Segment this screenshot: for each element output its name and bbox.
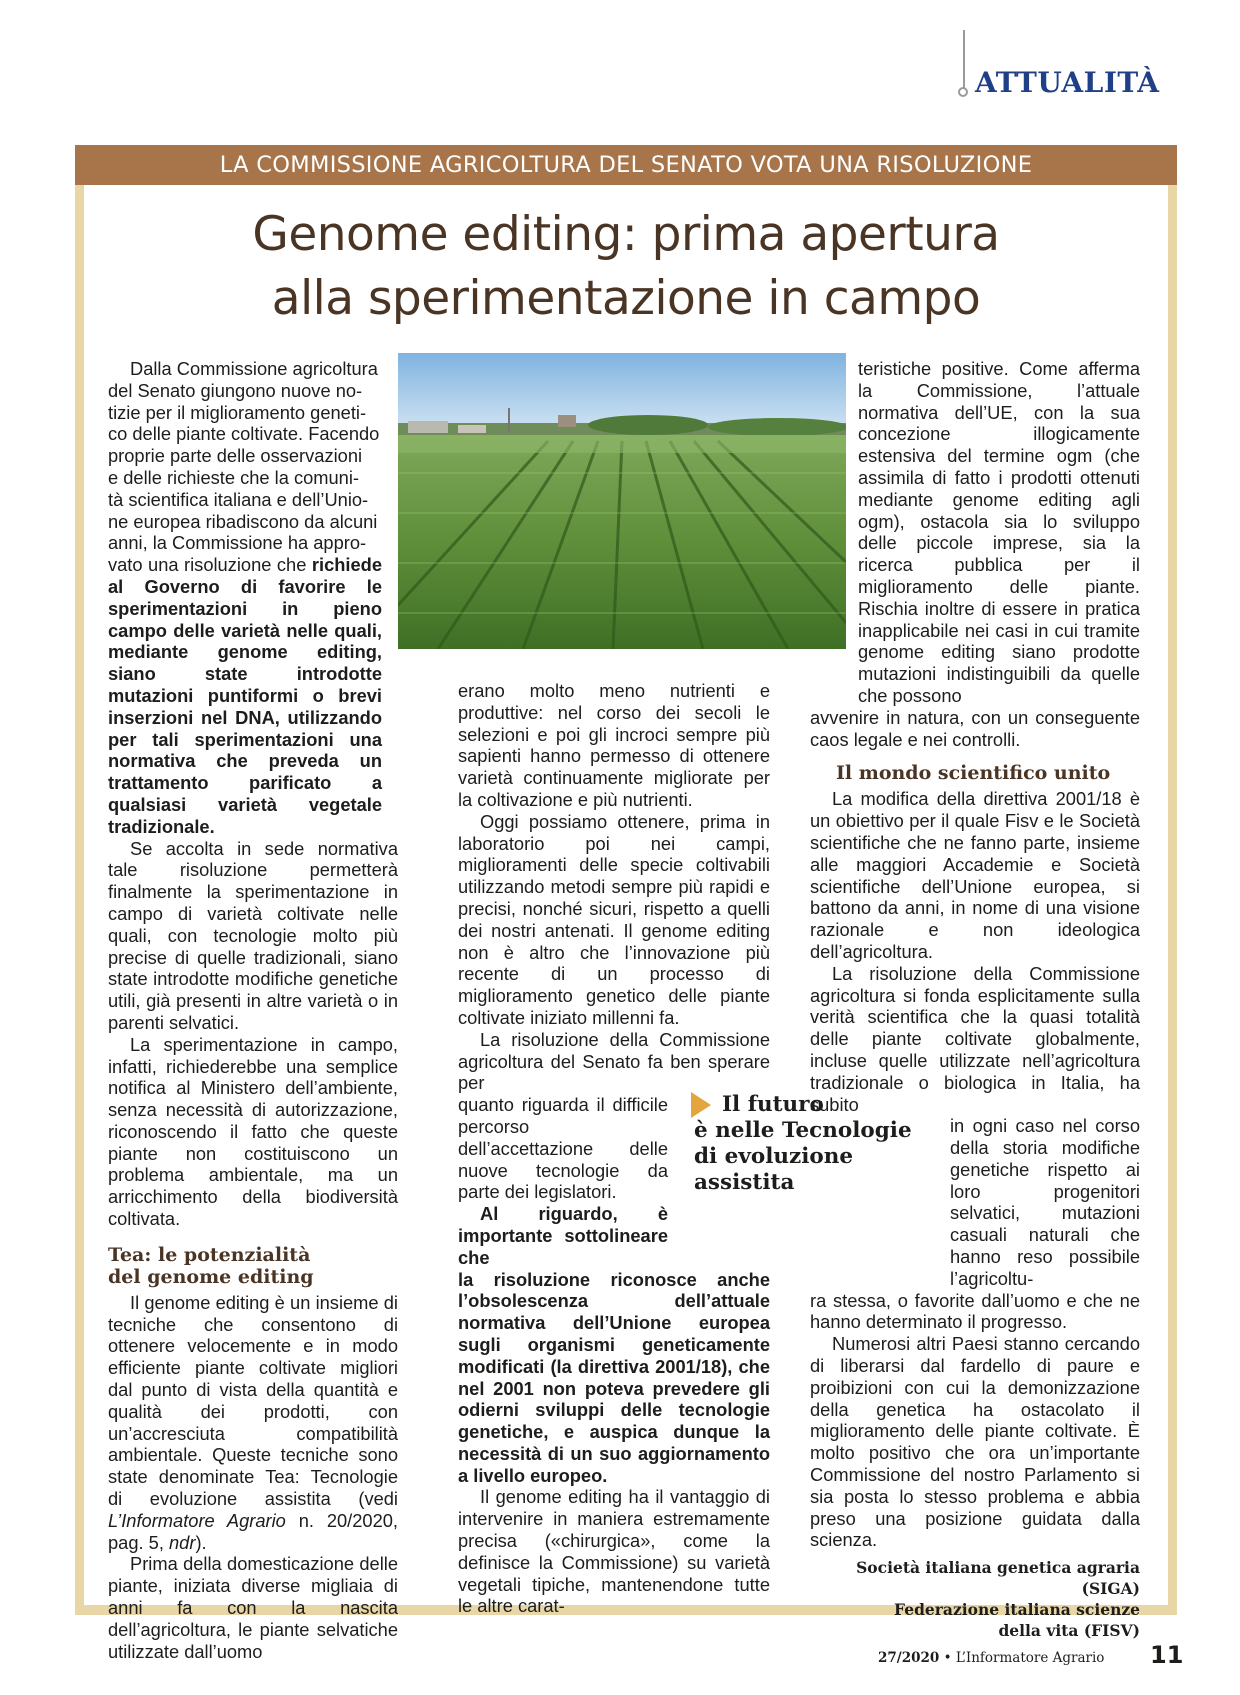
col3-paragraph-4: Numerosi altri Paesi stanno cercando di liberarsi dal fardello di paure e proibizioni con cui la demonizzazione della genetica ha ostacolato il miglioramento delle piante coltivate. È molto positivo che ora un’importante Commissione del nostro Parlamento si sia posta lo stesso problema e abbia preso una posizione guidata dalla scienza. bbox=[810, 1333, 1140, 1551]
col1-line: Dalla Commissione agricoltura bbox=[130, 358, 378, 379]
subheading-mondo: Il mondo scientifico unito bbox=[836, 762, 1111, 785]
column-3 bbox=[810, 358, 1140, 1641]
col1-line: proprie parte delle osservazioni bbox=[108, 445, 363, 467]
pull-quote-line: di evoluzione bbox=[694, 1144, 854, 1169]
col3-paragraph-1: teristiche positive. Come afferma la Commissione, l’attuale normativa dell’UE, con la sua concezione illogicamente estensiva del termine ogm (che assimila di fatto i prodotti ottenuti mediante genome editing agli ogm), ostacola sia lo sviluppo delle piccole imprese, sia la ricerca pubblica per il miglioramento delle piante. Rischia inoltre di essere in pratica inapplicabile nei casi in cui tramite genome editing siano prodotte mutazioni indistinguibili da quelle che possono bbox=[858, 358, 1140, 706]
col1-line: anni, la Commissione ha appro- bbox=[108, 532, 367, 554]
col1-paragraph-4 bbox=[108, 1292, 398, 1554]
article-title bbox=[84, 203, 1168, 331]
pull-quote-line: assistita bbox=[694, 1170, 795, 1195]
col1-paragraph-1 bbox=[108, 554, 382, 837]
col1-intro bbox=[108, 358, 382, 554]
col2-paragraph-2: Oggi possiamo ottenere, prima in laboratorio poi nei campi, miglioramenti delle specie coltivabili utilizzando metodi sempre più rapidi e precisi, nonché sicuri, rispetto a quelli dei nostri antenati. Il genome editing non è altro che l’innovazione più recente di un processo di miglioramento genetico delle piante coltivate iniziato millenni fa. bbox=[458, 810, 770, 1028]
col3-paragraph-2: La modifica della direttiva 2001/18 è un obiettivo per il quale Fisv e le Società scientifiche che ne fanno parte, insieme alle maggiori Accademie e Società scientifiche dell’Unione europea, si battono da anni, in nome di una visione razionale e non ideologica dell’agricoltura. bbox=[810, 788, 1140, 962]
magazine-ref: L’Informatore Agrario bbox=[108, 1509, 286, 1531]
col1-line: tà scientifica italiana e dell’Unio- bbox=[108, 488, 369, 510]
col1-text: n. 20/2020, pag. 5, bbox=[108, 1509, 398, 1553]
col1-line: del Senato giungono nuove no- bbox=[108, 379, 363, 401]
col2-bold: la risoluzione riconosce anche l’obsolescenza dell’attuale normativa dell’Unione europea sugli organismi geneticamente modificati (la direttiva 2001/18), che nel 2001 non poteva prevedere gli odierni sviluppi delle tecnologie genetiche, e auspica dunque la necessità di un suo aggiornamento a livello europeo. bbox=[458, 1268, 770, 1486]
col1-line: tizie per il miglioramento geneti- bbox=[108, 401, 367, 423]
pull-quote-line: è nelle Tecnologie bbox=[694, 1118, 912, 1143]
col1-line: vato una risoluzione che bbox=[108, 554, 307, 576]
col1-line: ne europea ribadiscono da alcuni bbox=[108, 510, 378, 532]
page-number: 11 bbox=[1150, 1641, 1184, 1669]
col3-paragraph-3: La risoluzione della Commissione agricoltura si fonda esplicitamente sulla verità scientifica che la quasi totalità delle piante coltivate globalmente, incluse quelle utilizzate nell’agricoltura tradizionale o biologica in Italia, ha subito bbox=[810, 962, 1140, 1115]
col2-paragraph-5: Il genome editing ha il vantaggio di intervenire in maniera estremamente precisa («chirurgica», come la definisce la Commissione) su varietà vegetali tipiche, mantenendone tutte le altre carat- bbox=[458, 1486, 770, 1617]
col2-paragraph-3-narrow: quanto riguarda il difficile percorso dell’accettazione delle nuove tecnologie da parte dei legislatori. bbox=[458, 1094, 668, 1203]
col1-text: ). bbox=[195, 1531, 207, 1553]
section-dot bbox=[958, 87, 968, 97]
pull-quote bbox=[694, 1092, 954, 1196]
signature-line: della vita (FISV) bbox=[998, 1621, 1140, 1641]
subheading-tea bbox=[108, 1244, 398, 1288]
pull-quote-line: Il futuro bbox=[722, 1092, 824, 1117]
folio-separator: • bbox=[943, 1650, 952, 1666]
col3-paragraph-3-end: ra stessa, o favorite dall’uomo e che ne hanno determinato il progresso. bbox=[810, 1289, 1140, 1333]
col1-line: co delle piante coltivate. Facendo bbox=[108, 423, 380, 445]
signature-line: Società italiana genetica agraria (SIGA) bbox=[856, 1558, 1140, 1599]
col2-paragraph-4-narrow bbox=[458, 1203, 668, 1268]
col2-paragraph-1: erano molto meno nutrienti e produttive: nel corso dei secoli le selezioni e poi gli incroci sempre più sapienti hanno permesso di ottenere varietà continuamente migliorate per la coltivazione e più nutrienti. bbox=[458, 680, 770, 810]
wheat-field-photo bbox=[398, 353, 846, 649]
signature bbox=[810, 1557, 1140, 1641]
col3-paragraph-1-end: avvenire in natura, con un conseguente caos legale e nei controlli. bbox=[810, 706, 1140, 750]
kicker: LA COMMISSIONE AGRICOLTURA DEL SENATO VOTA UNA RISOLUZIONE bbox=[219, 152, 1033, 178]
col2-paragraph-4 bbox=[458, 1269, 770, 1487]
col1-bold-request: richiede al Governo di favorire le sperimentazioni in pieno campo delle varietà nelle quali, mediante genome editing, siano state introdotte mutazioni puntiformi o brevi inserzioni nel DNA, utilizzando per tali sperimentazioni una normativa che preveda un trattamento parificato a qualsiasi varietà vegetale tradizionale. bbox=[108, 554, 382, 837]
magazine-name: L’Informatore Agrario bbox=[955, 1650, 1105, 1666]
folio bbox=[878, 1650, 1104, 1666]
col2-bold: Al riguardo, è importante sottolineare che bbox=[458, 1203, 668, 1268]
col1-line: e delle richieste che la comuni- bbox=[108, 466, 359, 488]
col1-text: Il genome editing è un insieme di tecniche che consentono di ottenere velocemente e in modo efficiente piante coltivate migliori dal punto di vista della quantità e qualità dei prodotti, con un’accresciuta compatibilità ambientale. Queste tecniche sono state denominate Tea: Tecnologie di evoluzione assistita (vedi bbox=[108, 1291, 398, 1510]
subheading-line: Tea: le potenzialità bbox=[108, 1243, 311, 1266]
subheading-line: del genome editing bbox=[108, 1265, 314, 1288]
title-line-1: Genome editing: prima apertura bbox=[252, 207, 1000, 262]
issue-number: 27/2020 bbox=[878, 1650, 940, 1666]
ndr-note: ndr bbox=[169, 1531, 196, 1553]
section-label: ATTUALITÀ bbox=[975, 66, 1160, 99]
column-1 bbox=[108, 358, 398, 1662]
title-line-2: alla sperimentazione in campo bbox=[271, 271, 981, 326]
col1-paragraph-3: La sperimentazione in campo, infatti, richiederebbe una semplice notifica al Ministero dell’ambiente, senza necessità di autorizzazione, riconoscendo il fatto che queste piante non costituiscono un problema ambientale, ma un arricchimento della biodiversità coltivata. bbox=[108, 1033, 398, 1230]
col1-paragraph-5: Prima della domesticazione delle piante, iniziata diverse migliaia di anni fa con la nascita dell’agricoltura, le piante selvatiche utilizzate dall’uomo bbox=[108, 1553, 398, 1662]
section-rule bbox=[963, 30, 965, 90]
col1-paragraph-2: Se accolta in sede normativa tale risoluzione permetterà finalmente la sperimentazione in campo di varietà coltivate nelle quali, con tecnologie molto più precise di quelle tradizionali, siano state introdotte modifiche genetiche utili, già presenti in altre varietà o in parenti selvatici. bbox=[108, 837, 398, 1033]
col2-paragraph-3: La risoluzione della Commissione agricoltura del Senato fa ben sperare per bbox=[458, 1028, 770, 1094]
col3-paragraph-3-narrow: in ogni caso nel corso della storia modifiche genetiche rispetto ai loro progenitori selvatici, mutazioni casuali naturali che hanno reso possibile l’agricoltu- bbox=[950, 1115, 1140, 1289]
signature-line: Federazione italiana scienze bbox=[894, 1600, 1140, 1620]
